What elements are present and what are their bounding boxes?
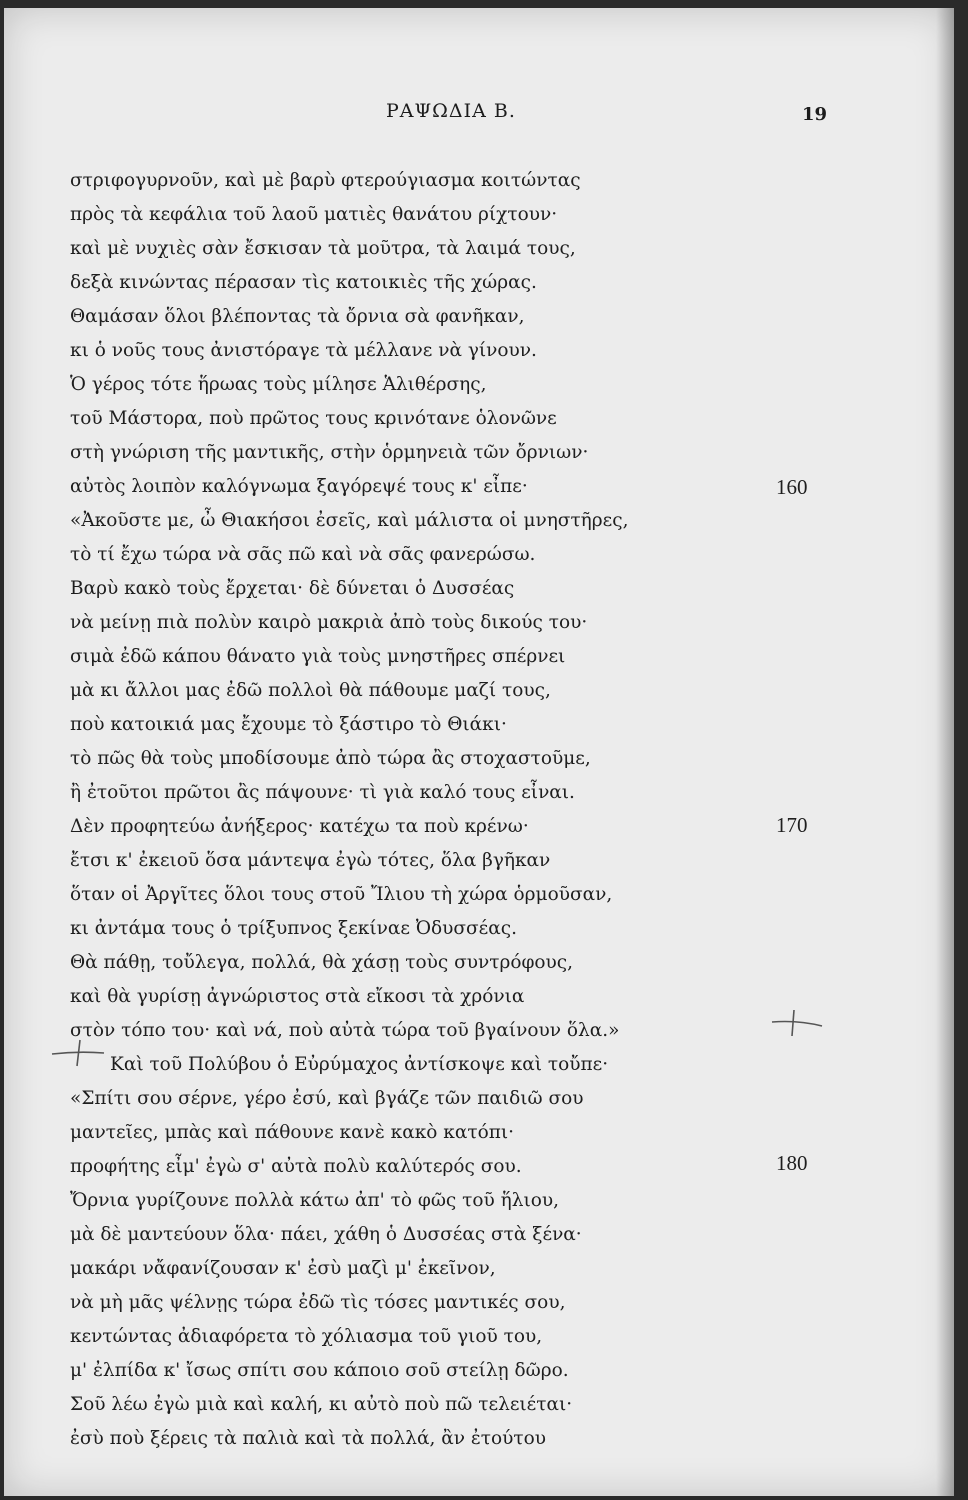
chapter-title: ΡΑΨΩΔΙΑ Β. [386,100,516,122]
verse-line: τὸ πῶς θὰ τοὺς μποδίσουμε ἀπὸ τώρα ἂς στοχαστοῦμε, [70,748,591,769]
verse-line: ἔτσι κ' ἐκειοῦ ὅσα μάντεψα ἐγὼ τότες, ὅλα βγῆκαν [70,850,551,871]
line-number: 170 [776,813,808,837]
verse-line: προφήτης εἶμ' ἐγὼ σ' αὐτὰ πολὺ καλύτερός σου. [70,1156,522,1177]
verse-line: τοῦ Μάστορα, ποὺ πρῶτος τους κρινότανε ὁλονῶνε [70,408,557,429]
verse-line: σιμὰ ἐδῶ κάπου θάνατο γιὰ τοὺς μνηστῆρες σπέρνει [70,646,566,667]
verse-line: Ὁ γέρος τότε ἥρωας τοὺς μίλησε Ἁλιθέρσης, [70,374,487,395]
verse-line: καὶ μὲ νυχιὲς σὰν ἔσκισαν τὰ μοῦτρα, τὰ λαιμά τους, [70,238,576,259]
verse-line: μὰ κι ἄλλοι μας ἐδῶ πολλοὶ θὰ πάθουμε μαζί τους, [70,680,551,701]
verse-line: ὅταν οἱ Ἀργῖτες ὅλοι τους στοῦ Ἴλιου τὴ χώρα ὁρμοῦσαν, [70,884,613,905]
pencil-cross-mark-icon [50,1038,106,1068]
verse-line: ἐσὺ ποὺ ξέρεις τὰ παλιὰ καὶ τὰ πολλά, ἂν ἐτούτου [70,1428,547,1449]
verse-line: μαντεῖες, μπὰς καὶ πάθουνε κανὲ κακὸ κατόπι· [70,1122,514,1143]
verse-line: «Σπίτι σου σέρνε, γέρο ἐσύ, καὶ βγάζε τῶν παιδιῶ σου [70,1088,584,1109]
verse-line: Βαρὺ κακὸ τοὺς ἔρχεται· δὲ δύνεται ὁ Δυσσέας [70,578,515,599]
line-number: 160 [776,475,808,499]
verse-line: ποὺ κατοικιά μας ἔχουμε τὸ ξάστιρο τὸ Θιάκι· [70,714,507,735]
verse-line: Καὶ τοῦ Πολύβου ὁ Εὐρύμαχος ἀντίσκοψε καὶ τοὔπε· [110,1054,609,1075]
verse-line: ἢ ἐτοῦτοι πρῶτοι ἂς πάψουνε· τὶ γιὰ καλό τους εἶναι. [70,782,575,803]
verse-line: μ' ἐλπίδα κ' ἴσως σπίτι σου κάποιο σοῦ στείλῃ δῶρο. [70,1360,569,1381]
verse-line: στὸν τόπο του· καὶ νά, ποὺ αὐτὰ τώρα τοῦ βγαίνουν ὅλα.» [70,1020,620,1041]
verse-line: μακάρι νἄφανίζουσαν κ' ἐσὺ μαζὶ μ' ἐκεῖνον, [70,1258,496,1279]
verse-line: Ὄρνια γυρίζουνε πολλὰ κάτω ἀπ' τὸ φῶς τοῦ ἥλιου, [70,1190,559,1211]
verse-line: Θαμάσαν ὅλοι βλέποντας τὰ ὄρνια σὰ φανῆκαν, [70,306,525,327]
verse-block [4,8,954,1496]
verse-line: καὶ θὰ γυρίσῃ ἀγνώριστος στὰ εἴκοσι τὰ χρόνια [70,986,525,1007]
verse-line: αὐτὸς λοιπὸν καλόγνωμα ξαγόρεψέ τους κ' εἶπε· [70,476,528,497]
verse-line: Δὲν προφητεύω ἀνήξερος· κατέχω τα ποὺ κρένω· [70,816,529,837]
verse-line: κι ἀντάμα τους ὁ τρίξυπνος ξεκίναε Ὀδυσσέας. [70,918,517,939]
verse-line: κι ὁ νοῦς τους ἀνιστόραγε τὰ μέλλανε νὰ γίνουν. [70,340,537,361]
verse-line: στριφογυρνοῦν, καὶ μὲ βαρὺ φτερούγιασμα κοιτώντας [70,170,581,191]
verse-line: νὰ μὴ μᾶς ψέλνῃς τώρα ἐδῶ τὶς τόσες μαντικές σου, [70,1292,566,1313]
verse-line: Σοῦ λέω ἐγὼ μιὰ καὶ καλή, κι αὐτὸ ποὺ πῶ τελειέται· [70,1394,573,1415]
verse-line: «Ἀκοῦστε με, ὦ Θιακήσοι ἐσεῖς, καὶ μάλιστα οἱ μνηστῆρες, [70,510,629,531]
verse-line: Θὰ πάθῃ, τοὔλεγα, πολλά, θὰ χάσῃ τοὺς συντρόφους, [70,952,574,973]
book-page [4,8,954,1496]
verse-line: πρὸς τὰ κεφάλια τοῦ λαοῦ ματιὲς θανάτου ρίχτουν· [70,204,558,225]
verse-line: μὰ δὲ μαντεύουν ὅλα· πάει, χάθη ὁ Δυσσέας στὰ ξένα· [70,1224,582,1245]
pencil-cross-mark-icon [768,1008,824,1038]
verse-line: δεξὰ κινώντας πέρασαν τὶς κατοικιὲς τῆς χώρας. [70,272,537,293]
verse-line: κεντώντας ἀδιαφόρετα τὸ χόλιασμα τοῦ γιοῦ του, [70,1326,543,1347]
verse-line: τὸ τί ἔχω τώρα νὰ σᾶς πῶ καὶ νὰ σᾶς φανερώσω. [70,544,536,565]
verse-line: στὴ γνώριση τῆς μαντικῆς, στὴν ὁρμηνειὰ τῶν ὄρνιων· [70,442,589,463]
verse-line: νὰ μείνῃ πιὰ πολὺν καιρὸ μακριὰ ἀπὸ τοὺς δικούς του· [70,612,588,633]
line-number: 180 [776,1151,808,1175]
page-number: 19 [802,104,828,125]
